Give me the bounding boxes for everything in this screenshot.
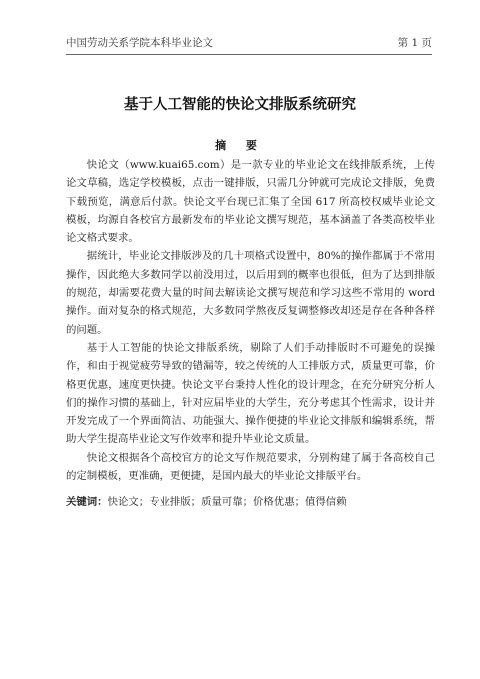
header-rule xyxy=(66,54,432,55)
abstract-paragraph-2: 据统计，毕业论文排版涉及的几十项格式设置中，80%的操作都属于不常用操作，因此绝大多数同学以前没用过，以后用到的概率也很低，但为了达到排版的规范，却需要花费大量的时间去解读论文撰写规范和学习这些不常用的 word 操作。面对复杂的格式规范，大多数同学熬夜反复调整修改却还是存在各种各样的问题。 xyxy=(66,250,435,336)
keywords-line xyxy=(66,493,435,511)
abstract-paragraph-3: 基于人工智能的快论文排版系统，剔除了人们手动排版时不可避免的误操作，和由于视觉疲劳导致的错漏等，较之传统的人工排版方式，质量更可靠，价格更优惠，速度更快捷。快论文平台秉持人性化的设计理念，在充分研究分析人们的操作习惯的基础上，针对应届毕业的大学生，充分考虑其个性需求，设计并开发完成了一个界面简洁、功能强大、操作便捷的毕业论文排版和编辑系统，帮助大学生提高毕业论文写作效率和提升毕业论文质量。 xyxy=(66,341,435,446)
page-number: 第 1 页 xyxy=(397,37,432,49)
abstract-paragraph-4: 快论文根据各个高校官方的论文写作规范要求，分别构建了属于各高校自己的定制模板，更准确，更便捷，是国内最大的毕业论文排版平台。 xyxy=(66,451,435,483)
keywords-text: 快论文；专业排版；质量可靠；价格优惠；值得信赖 xyxy=(107,496,347,509)
abstract-paragraph-1: 快论文（www.kuai65.com）是一款专业的毕业论文在线排版系统，上传论文草稿，选定学校模板，点击一键排版，只需几分钟就可完成论文排版，免费下载预览，满意后付款。快论文平台现已汇集了全国 617 所高校权威毕业论文模板，均源自各校官方最新发布的毕业论文撰写规范，基本涵盖了各类高校毕业论文格式要求。 xyxy=(66,159,435,245)
abstract-heading: 摘 要 xyxy=(215,139,265,152)
abstract-body xyxy=(66,156,435,511)
paper-title: 基于人工智能的快论文排版系统研究 xyxy=(124,97,356,113)
running-header-school: 中国劳动关系学院本科毕业论文 xyxy=(66,37,213,49)
keywords-label: 关键词： xyxy=(66,496,108,509)
